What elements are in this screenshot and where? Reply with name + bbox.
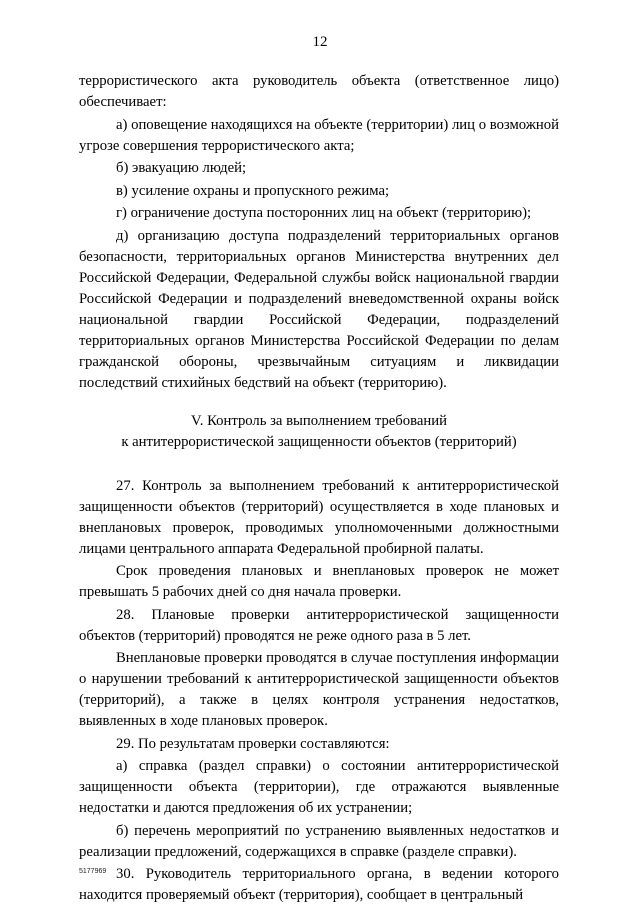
paragraph: а) справка (раздел справки) о состоянии антитеррористической защищенности объекта (территории), где отражаются выявленные недостатки и даются предложения об их устранении; bbox=[79, 758, 559, 816]
paragraph: д) организацию доступа подразделений территориальных органов безопасности, территориальных органов Министерства внутренних дел Российской Федерации, Федеральной службы войск национальной гвардии Российской Федерации и подразделений вневедомственной охраны войск национальной гвардии Российской Федерации, подразделений территориальных органов Министерства Российской Федерации по делам гражданской обороны, чрезвычайным ситуациям и ликвидации последствий стихийных бедствий на объект (территорию). bbox=[79, 227, 559, 391]
paragraph: террористического акта руководитель объекта (ответственное лицо) обеспечивает: bbox=[79, 73, 559, 110]
paragraph: 28. Плановые проверки антитеррористической защищенности объектов (территорий) проводятся не реже одного раза в 5 лет. bbox=[79, 606, 559, 644]
paragraph-list-top bbox=[79, 71, 559, 394]
section-heading bbox=[79, 411, 559, 453]
paragraph: а) оповещение находящихся на объекте (территории) лиц о возможной угрозе совершения террористического акта; bbox=[79, 116, 559, 154]
document-body bbox=[79, 71, 559, 908]
paragraph: г) ограничение доступа посторонних лиц на объект (территорию); bbox=[116, 205, 532, 221]
paragraph-list-bottom bbox=[79, 476, 559, 907]
paragraph: б) перечень мероприятий по устранению выявленных недостатков и реализации предложений, содержащихся в справке (разделе справки). bbox=[79, 822, 559, 860]
section-heading-line2: к антитеррористической защищенности объектов (территорий) bbox=[121, 433, 517, 450]
paragraph: 30. Руководитель территориального органа, в ведении которого находится проверяемый объект (территория), сообщает в центральный bbox=[79, 866, 559, 903]
paragraph: в) усиление охраны и пропускного режима; bbox=[116, 182, 390, 199]
document-code: 5177969 bbox=[79, 868, 107, 875]
paragraph: Срок проведения плановых и внеплановых проверок не может превышать 5 рабочих дней со дня начала проверки. bbox=[79, 563, 559, 600]
section-heading-line1: V. Контроль за выполнением требований bbox=[191, 412, 447, 429]
paragraph: 27. Контроль за выполнением требований к антитеррористической защищенности объектов (территорий) осуществляется в ходе плановых и внеплановых проверок, проводимых уполномоченными должностными лицами центрального аппарата Федеральной пробирной палаты. bbox=[79, 477, 559, 557]
paragraph: 29. По результатам проверки составляются: bbox=[116, 735, 390, 752]
paragraph: б) эвакуацию людей; bbox=[116, 160, 247, 176]
paragraph: Внеплановые проверки проводятся в случае поступления информации о нарушении требований к антитеррористической защищенности объектов (территорий), а также в целях контроля устранения недостатков, выявленных в ходе плановых проверок. bbox=[79, 650, 559, 729]
page-number: 12 bbox=[312, 34, 328, 50]
